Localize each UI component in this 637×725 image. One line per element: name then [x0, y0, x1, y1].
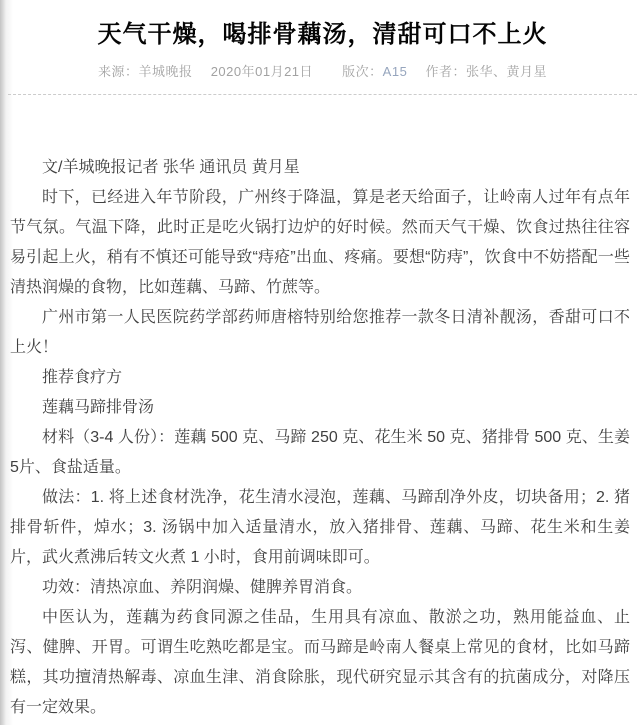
meta-author-value: 张华、黄月星 — [465, 64, 547, 79]
paragraph: 时下，已经进入年节阶段，广州终于降温，算是老天给面子，让岭南人过年有点年节气氛。气温下降，此时正是吃火锅打边炉的好时候。然而天气干燥、饮食过热往往容易引起上火，稍有不慎还可能导致“痔疮”出血、疼痛。要想“防痔”，饮食中不妨搭配一些清热润燥的食物，比如莲藕、马蹄、竹蔗等。 — [10, 189, 630, 296]
paragraph: 文/羊城晚报记者 张华 通讯员 黄月星 — [42, 159, 300, 176]
paragraph: 莲藕马蹄排骨汤 — [42, 399, 155, 416]
meta-date: 2020年01月21日 — [210, 64, 314, 79]
paragraph: 推荐食疗方 — [42, 369, 123, 386]
meta-source-value: 羊城晚报 — [138, 64, 193, 79]
meta-edition-label: 版次： — [342, 64, 383, 79]
paragraph: 做法：1. 将上述食材洗净，花生清水浸泡，莲藕、马蹄刮净外皮，切块备用；2. 猪排骨斩件，焯水；3. 汤锅中加入适量清水，放入猪排骨、莲藕、马蹄、花生米和生姜片，武火煮沸后转文火煮 1 小时，食用前调味即可。 — [10, 489, 630, 566]
meta-source — [98, 64, 193, 79]
article-body — [0, 95, 637, 723]
paragraph: 材料（3-4 人份）：莲藕 500 克、马蹄 250 克、花生米 50 克、猪排骨 500 克、生姜 5片、食盐适量。 — [10, 429, 630, 476]
meta-source-label: 来源： — [98, 64, 139, 79]
article-meta — [18, 61, 627, 80]
paragraph: 广州市第一人民医院药学部药师唐榕特别给您推荐一款冬日清补靓汤，香甜可口不上火！ — [10, 309, 630, 356]
paragraph: 功效：清热凉血、养阴润燥、健脾养胃消食。 — [42, 579, 363, 596]
paragraph: 中医认为，莲藕为药食同源之佳品，生用具有凉血、散淤之功，熟用能益血、止泻、健脾、开胃。可谓生吃熟吃都是宝。而马蹄是岭南人餐桌上常见的食材，比如马蹄糕，其功擅清热解毒、凉血生津、消食除胀，现代研究显示其含有的抗菌成分，对降压有一定效果。 — [10, 609, 630, 716]
article-header — [8, 0, 637, 95]
article-title: 天气干燥，喝排骨藕汤，清甜可口不上火 — [97, 21, 548, 48]
meta-edition — [342, 64, 407, 79]
meta-edition-value: A15 — [382, 64, 408, 79]
meta-author — [425, 64, 547, 79]
meta-author-label: 作者： — [425, 64, 466, 79]
